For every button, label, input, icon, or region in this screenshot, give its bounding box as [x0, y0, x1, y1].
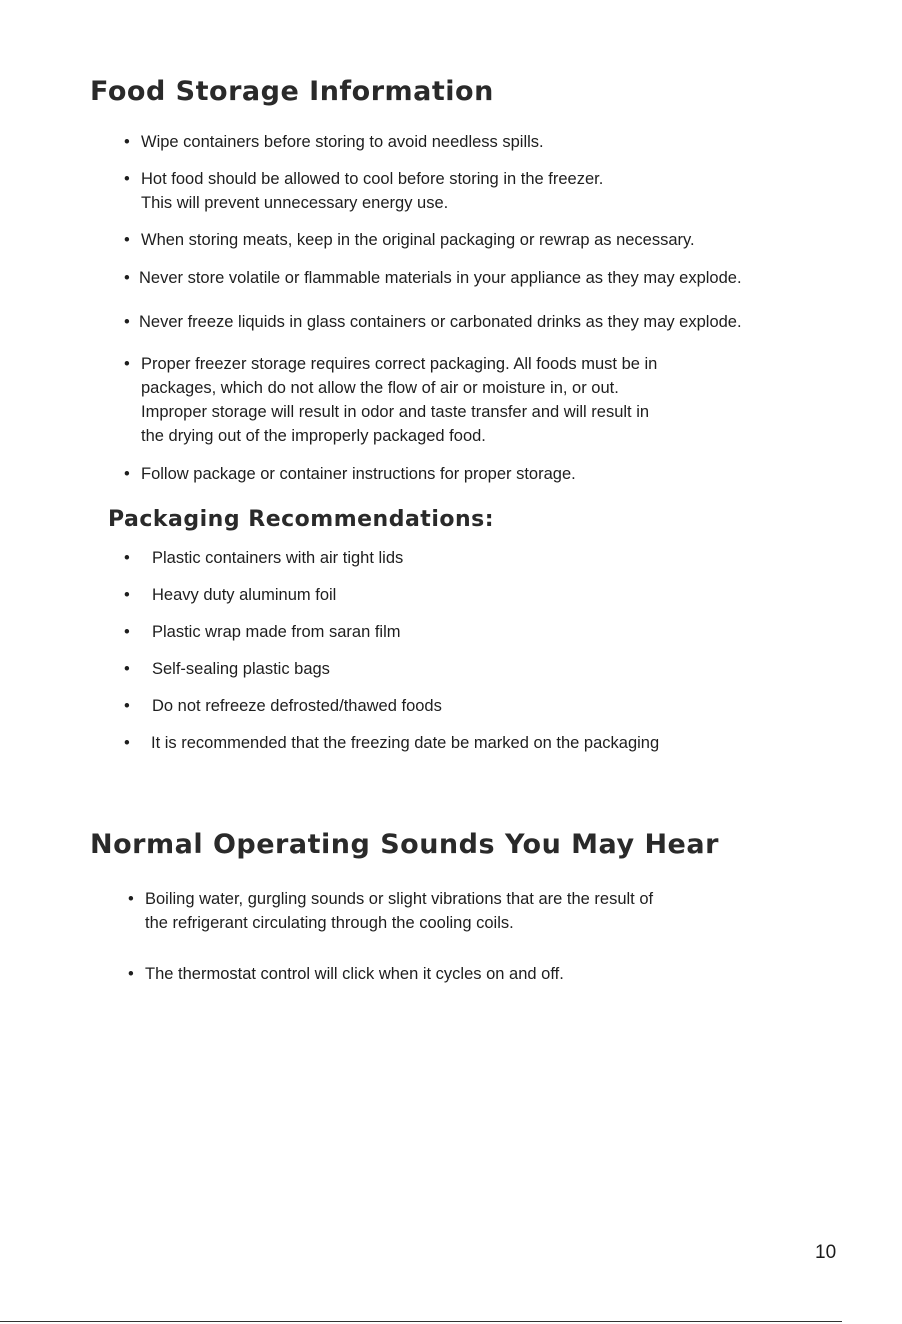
bullet-icon: • [124, 586, 130, 604]
packaging-item-3 [124, 620, 401, 644]
item-line: Follow package or container instructions for proper storage. [141, 465, 576, 483]
packaging-heading: Packaging Recommendations: [108, 507, 495, 532]
bullet-icon: • [128, 965, 134, 983]
bottom-rule [0, 1321, 842, 1322]
item-line: Boiling water, gurgling sounds or slight vibrations that are the result of [145, 890, 654, 908]
item-line: Self-sealing plastic bags [152, 660, 330, 678]
bullet-icon: • [124, 697, 130, 715]
item-line: packages, which do not allow the flow of air or moisture in, or out. [141, 379, 619, 397]
item-line: Do not refreeze defrosted/thawed foods [152, 697, 442, 715]
item-line: Never freeze liquids in glass containers or carbonated drinks as they may explode. [139, 313, 742, 331]
food-storage-item-3 [124, 228, 695, 252]
item-line: Hot food should be allowed to cool before storing in the freezer. [141, 170, 604, 188]
item-line: It is recommended that the freezing date be marked on the packaging [151, 734, 660, 752]
bullet-icon: • [124, 133, 130, 151]
item-line: Heavy duty aluminum foil [152, 586, 337, 604]
bullet-icon: • [124, 660, 130, 678]
packaging-item-5 [124, 694, 442, 718]
item-line: Plastic containers with air tight lids [152, 549, 404, 567]
item-line: the refrigerant circulating through the cooling coils. [145, 914, 514, 932]
bullet-icon: • [128, 890, 134, 908]
bullet-icon: • [124, 313, 130, 331]
bullet-icon: • [124, 355, 130, 373]
item-line: Proper freezer storage requires correct packaging. All foods must be in [141, 355, 658, 373]
item-line: Never store volatile or flammable materials in your appliance as they may explode. [139, 269, 742, 287]
sounds-item-1 [128, 887, 653, 935]
page-number: 10 [815, 1242, 837, 1263]
food-storage-item-7 [124, 462, 576, 486]
bullet-icon: • [124, 623, 130, 641]
bullet-icon: • [124, 465, 130, 483]
item-line: the drying out of the improperly packaged food. [141, 427, 486, 445]
food-storage-item-4 [124, 266, 742, 290]
sounds-heading: Normal Operating Sounds You May Hear [90, 829, 719, 860]
bullet-icon: • [124, 231, 130, 249]
packaging-item-1 [124, 546, 403, 570]
item-line: The thermostat control will click when it cycles on and off. [145, 965, 564, 983]
packaging-item-4 [124, 657, 330, 681]
packaging-item-2 [124, 583, 336, 607]
food-storage-item-6 [124, 352, 657, 448]
food-storage-item-1 [124, 130, 544, 154]
item-line: This will prevent unnecessary energy use. [141, 194, 449, 212]
sounds-item-2 [128, 962, 564, 986]
bullet-icon: • [124, 734, 130, 752]
food-storage-item-5 [124, 310, 742, 334]
item-line: Plastic wrap made from saran film [152, 623, 401, 641]
bullet-icon: • [124, 269, 130, 287]
food-storage-heading: Food Storage Information [90, 76, 494, 107]
food-storage-item-2 [124, 167, 603, 215]
bullet-icon: • [124, 170, 130, 188]
item-line: Wipe containers before storing to avoid needless spills. [141, 133, 544, 151]
item-line: When storing meats, keep in the original packaging or rewrap as necessary. [141, 231, 695, 249]
item-line: Improper storage will result in odor and taste transfer and will result in [141, 403, 650, 421]
packaging-item-6 [124, 731, 659, 755]
bullet-icon: • [124, 549, 130, 567]
